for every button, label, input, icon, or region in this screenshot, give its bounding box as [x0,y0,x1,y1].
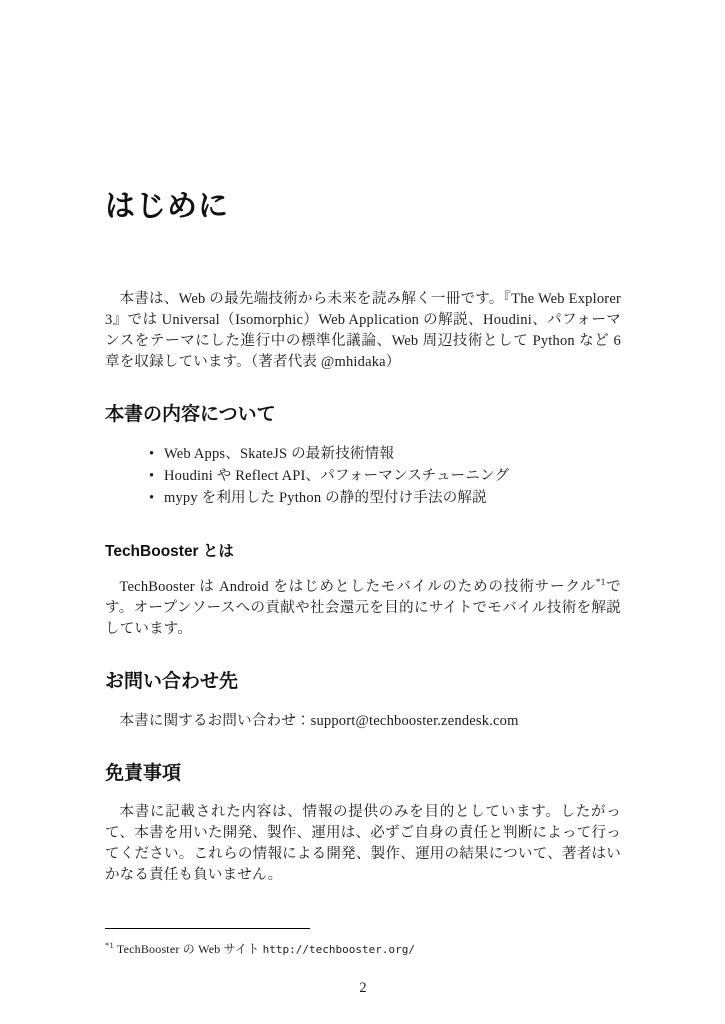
list-item: • mypy を利用した Python の静的型付け手法の解説 [149,487,621,509]
section-heading-contact: お問い合わせ先 [105,670,239,692]
intro-paragraph: 本書は、Web の最先端技術から未来を読み解く一冊です。『The Web Explorer 3』では Universal（Isomorphic）Web Application の解説、Houdini、パフォーマンスをテーマにした進行中の標準化議論、Web 周辺技術として Python など 6 章を収録しています。（著者代表 @mhidaka） [105,290,621,370]
disclaimer-paragraph: 本書に記載された内容は、情報の提供のみを目的としています。したがって、本書を用いた開発、製作、運用は、必ずご自身の責任と判断によって行ってください。これらの情報による開発、製作、運用の結果について、著者はいかなる責任も負いません。 [105,804,621,884]
page-number: 2 [359,980,367,997]
footnote-text [105,937,621,958]
footnote-divider [105,928,310,929]
footnote-description: TechBooster の Web サイト [116,942,263,957]
footnote-marker: *1 [105,940,114,951]
contact-paragraph [105,711,621,732]
techbooster-paragraph [105,577,621,640]
techbooster-text-after-note: です。オープンソースへの貢献や社会還元を目的にサイトでモバイル技術を解説しています。 [105,578,621,637]
section-heading-disclaimer: 免責事項 [105,762,182,784]
subsection-heading-techbooster: TechBooster とは [105,543,234,561]
techbooster-text-before-note: TechBooster は Android をはじめとしたモバイルのための技術サークル [119,578,596,595]
footnote-area [105,928,621,958]
footnote-url-link[interactable]: http://techbooster.org/ [262,943,415,957]
list-item: • Houdini や Reflect API、パフォーマンスチューニング [149,465,621,487]
contact-label: 本書に関するお問い合わせ： [119,712,311,729]
footnote-marker: *1 [595,578,606,589]
contents-bullet-list [105,443,621,509]
page-title: はじめに [105,190,229,223]
list-item: • Web Apps、SkateJS の最新技術情報 [149,443,621,465]
section-heading-contents: 本書の内容について [105,403,276,425]
contact-email-link[interactable]: support@techbooster.zendesk.com [310,712,519,729]
